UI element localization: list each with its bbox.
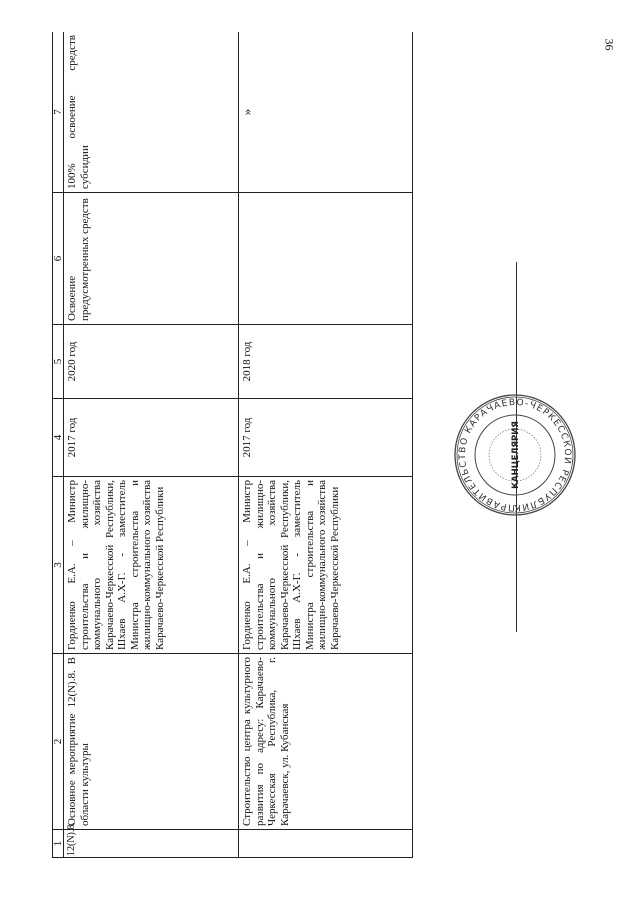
header-cell: 6	[53, 193, 64, 325]
indicator: 100% освоение средств субсидии	[64, 32, 239, 193]
measures-table	[52, 32, 413, 858]
row-number: 12(N).8.	[64, 830, 239, 858]
expected-result	[239, 193, 413, 325]
stamp-seal-icon	[452, 392, 578, 518]
header-cell: 2	[53, 654, 64, 830]
responsible-persons: Гордиенко Е.А. – Министр строительства и жилищно-коммунального хозяйства Карачаево-Черкесской Республики, Шхаев А.Х-Г. - заместитель Министра строительства и жилищно-коммунального хозяйства Карачаево-Черкесской Республики	[239, 477, 413, 654]
table-row	[64, 32, 239, 858]
header-cell: 3	[53, 477, 64, 654]
row-number	[239, 830, 413, 858]
table-container	[52, 32, 413, 858]
svg-text:КАНЦЕЛЯРИЯ: КАНЦЕЛЯРИЯ	[511, 421, 521, 489]
header-cell: 1	[53, 830, 64, 858]
start-year: 2017 год	[239, 399, 413, 477]
start-year: 2017 год	[64, 399, 239, 477]
svg-text:ПРАВИТЕЛЬСТВО КАРАЧАЕВО-ЧЕРКЕС: ПРАВИТЕЛЬСТВО КАРАЧАЕВО-ЧЕРКЕССКОЙ РЕСПУБЛИК	[457, 397, 573, 513]
header-cell: 4	[53, 399, 64, 477]
header-cell: 5	[53, 325, 64, 399]
expected-result: Освоение предусмотренных средств	[64, 193, 239, 325]
end-year: 2018 год	[239, 325, 413, 399]
table-row	[239, 32, 413, 858]
header-cell: 7	[53, 32, 64, 193]
header-row	[53, 32, 64, 858]
page-number: 36	[602, 38, 617, 51]
indicator: »	[239, 32, 413, 193]
responsible-persons: Гордиенко Е.А. – Министр строительства и жилищно-коммунального хозяйства Карачаево-Черкесской Республики, Шхаев А.Х-Г. - заместитель Министра строительства и жилищно-коммунального хозяйства Карачаево-Черкесской Республики	[64, 477, 239, 654]
end-year: 2020 год	[64, 325, 239, 399]
measure-name: Основное мероприятие 12(N).8. В области культуры	[64, 654, 239, 830]
official-stamp	[452, 392, 578, 518]
measure-name: Строительство центра культурного развития по адресу: Карачаево-Черкесская Республика, г. Карачаевск, ул. Кубанская	[239, 654, 413, 830]
